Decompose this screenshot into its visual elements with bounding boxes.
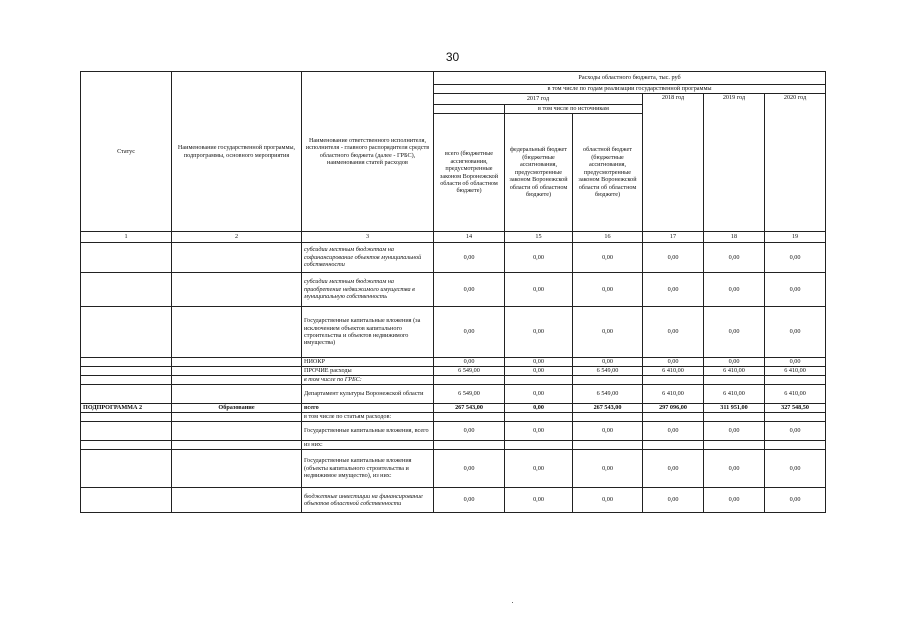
row-value <box>434 413 505 422</box>
row-value: 0,00 <box>434 422 505 441</box>
row-value: 0,00 <box>434 243 505 273</box>
column-number: 1 <box>81 232 172 243</box>
row-value: 311 951,00 <box>704 404 765 413</box>
row-value: 0,00 <box>704 273 765 307</box>
column-number: 14 <box>434 232 505 243</box>
row-program <box>172 307 302 358</box>
row-value: 0,00 <box>643 450 704 488</box>
row-expense-name: субсидии местным бюджетам на софинансирование объектов муниципальной собственности <box>302 243 434 273</box>
row-value: 0,00 <box>765 273 826 307</box>
row-value: 0,00 <box>765 243 826 273</box>
row-status <box>81 488 172 513</box>
row-value: 327 548,50 <box>765 404 826 413</box>
row-value <box>643 413 704 422</box>
row-expense-name: НИОКР <box>302 358 434 367</box>
row-value <box>704 376 765 385</box>
row-status <box>81 441 172 450</box>
row-value <box>765 376 826 385</box>
row-value: 0,00 <box>704 488 765 513</box>
budget-table <box>80 71 826 513</box>
row-value: 0,00 <box>573 273 643 307</box>
header-by-years: в том числе по годам реализации государственной программы <box>434 85 826 94</box>
column-number: 3 <box>302 232 434 243</box>
row-value: 0,00 <box>505 273 573 307</box>
row-value <box>643 376 704 385</box>
row-value <box>573 376 643 385</box>
header-year-2017: 2017 год <box>434 94 643 105</box>
row-value: 6 410,00 <box>765 367 826 376</box>
row-program <box>172 488 302 513</box>
header-executor: Наименование ответственного исполнителя, исполнителя - главного распорядителя средств областного бюджета (далее - ГРБС), наименования статей расходов <box>302 72 434 232</box>
row-status <box>81 422 172 441</box>
table-row <box>81 441 826 450</box>
table-row <box>81 367 826 376</box>
row-value: 0,00 <box>573 307 643 358</box>
header-total: всего (бюджетные ассигнования, предусмотренные законом Воронежской области об областном бюджете) <box>434 114 505 232</box>
header-year-2019: 2019 год <box>704 94 765 232</box>
row-value <box>505 441 573 450</box>
row-value: 6 549,00 <box>434 385 505 404</box>
row-value <box>505 376 573 385</box>
row-value: 0,00 <box>505 450 573 488</box>
table-row <box>81 488 826 513</box>
row-value: 297 096,00 <box>643 404 704 413</box>
row-status <box>81 307 172 358</box>
row-program <box>172 367 302 376</box>
row-value: 0,00 <box>704 358 765 367</box>
row-expense-name: Государственные капитальные вложения, всего <box>302 422 434 441</box>
row-status <box>81 243 172 273</box>
row-value: 0,00 <box>434 450 505 488</box>
row-value: 0,00 <box>643 488 704 513</box>
header-program: Наименование государственной программы, подпрограммы, основного мероприятия <box>172 72 302 232</box>
row-expense-name: Департамент культуры Воронежской области <box>302 385 434 404</box>
row-value: 0,00 <box>643 358 704 367</box>
row-value <box>573 441 643 450</box>
header-status: Статус <box>81 72 172 232</box>
column-numbers-row <box>81 232 826 243</box>
row-status <box>81 358 172 367</box>
column-number: 15 <box>505 232 573 243</box>
row-value: 0,00 <box>505 385 573 404</box>
row-status <box>81 376 172 385</box>
row-value: 0,00 <box>573 450 643 488</box>
row-program <box>172 413 302 422</box>
row-value: 0,00 <box>765 422 826 441</box>
table-row <box>81 404 826 413</box>
row-value: 0,00 <box>505 367 573 376</box>
row-value: 0,00 <box>765 358 826 367</box>
row-expense-name: бюджетные инвестиции на финансирование объектов областной собственности <box>302 488 434 513</box>
row-value <box>434 376 505 385</box>
row-value: 0,00 <box>573 422 643 441</box>
table-row <box>81 385 826 404</box>
table-row <box>81 376 826 385</box>
row-value: 0,00 <box>765 488 826 513</box>
row-expense-name: в том числе по статьям расходов: <box>302 413 434 422</box>
table-row <box>81 273 826 307</box>
row-status <box>81 413 172 422</box>
row-value: 0,00 <box>505 422 573 441</box>
row-expense-name: Государственные капитальные вложения (за исключением объектов капитального строительства и объектов недвижимого имущества) <box>302 307 434 358</box>
row-value: 0,00 <box>643 273 704 307</box>
row-expense-name: всего <box>302 404 434 413</box>
row-value: 6 549,00 <box>573 385 643 404</box>
row-value: 6 549,00 <box>434 367 505 376</box>
row-expense-name: ПРОЧИЕ расходы <box>302 367 434 376</box>
row-expense-name: из них: <box>302 441 434 450</box>
row-value: 0,00 <box>643 422 704 441</box>
column-number: 2 <box>172 232 302 243</box>
row-value: 0,00 <box>765 450 826 488</box>
table-row <box>81 413 826 422</box>
row-value: 0,00 <box>434 273 505 307</box>
column-number: 16 <box>573 232 643 243</box>
row-value: 0,00 <box>573 243 643 273</box>
row-program <box>172 243 302 273</box>
row-status: ПОДПРОГРАММА 2 <box>81 404 172 413</box>
row-program <box>172 422 302 441</box>
column-number: 19 <box>765 232 826 243</box>
row-expense-name: субсидии местным бюджетам на приобретение недвижимого имущества в муниципальную собственность <box>302 273 434 307</box>
page-number: 30 <box>445 50 460 64</box>
row-value: 6 410,00 <box>643 385 704 404</box>
row-value <box>434 441 505 450</box>
row-status <box>81 367 172 376</box>
row-value: 6 410,00 <box>765 385 826 404</box>
row-value: 0,00 <box>765 307 826 358</box>
table-row <box>81 307 826 358</box>
row-value: 0,00 <box>505 307 573 358</box>
row-value <box>573 413 643 422</box>
table-row <box>81 450 826 488</box>
header-by-sources: в том числе по источникам <box>505 105 643 114</box>
row-value: 0,00 <box>704 307 765 358</box>
row-expense-name: Государственные капитальные вложения (объекты капитального строительства и недвижимое имущество), из них: <box>302 450 434 488</box>
row-value <box>765 441 826 450</box>
row-program <box>172 358 302 367</box>
table-row <box>81 422 826 441</box>
row-program <box>172 376 302 385</box>
row-status <box>81 385 172 404</box>
row-value: 6 549,00 <box>573 367 643 376</box>
row-value <box>643 441 704 450</box>
row-program: Образование <box>172 404 302 413</box>
row-value <box>704 441 765 450</box>
row-value: 0,00 <box>573 358 643 367</box>
header-federal: федеральный бюджет (бюджетные ассигнования, предусмотренные законом Воронежской области об областном бюджете) <box>505 114 573 232</box>
row-value: 0,00 <box>573 488 643 513</box>
row-program <box>172 441 302 450</box>
table-row <box>81 243 826 273</box>
table-row <box>81 358 826 367</box>
row-value: 0,00 <box>643 307 704 358</box>
row-program <box>172 273 302 307</box>
row-value: 0,00 <box>704 243 765 273</box>
column-number: 18 <box>704 232 765 243</box>
scan-speck <box>512 602 513 603</box>
header-expenses-title: Расходы областного бюджета, тыс. руб <box>434 72 826 85</box>
row-value: 6 410,00 <box>643 367 704 376</box>
row-value <box>704 413 765 422</box>
row-value: 6 410,00 <box>704 367 765 376</box>
row-status <box>81 450 172 488</box>
row-value: 267 543,00 <box>573 404 643 413</box>
row-program <box>172 385 302 404</box>
column-number: 17 <box>643 232 704 243</box>
row-value: 0,00 <box>505 358 573 367</box>
row-value: 6 410,00 <box>704 385 765 404</box>
row-program <box>172 450 302 488</box>
row-value: 0,00 <box>704 450 765 488</box>
row-value: 0,00 <box>434 488 505 513</box>
row-value: 0,00 <box>643 243 704 273</box>
row-value: 0,00 <box>704 422 765 441</box>
header-regional: областной бюджет (бюджетные ассигнования, предусмотренные законом Воронежской области об областном бюджете) <box>573 114 643 232</box>
row-value: 0,00 <box>505 243 573 273</box>
header-year-2018: 2018 год <box>643 94 704 232</box>
row-status <box>81 273 172 307</box>
row-value: 0,00 <box>434 358 505 367</box>
row-expense-name: в том числе по ГРБС: <box>302 376 434 385</box>
row-value: 0,00 <box>505 488 573 513</box>
row-value <box>505 413 573 422</box>
row-value: 267 543,00 <box>434 404 505 413</box>
row-value: 0,00 <box>434 307 505 358</box>
row-value: 0,00 <box>505 404 573 413</box>
row-value <box>765 413 826 422</box>
header-year-2020: 2020 год <box>765 94 826 232</box>
